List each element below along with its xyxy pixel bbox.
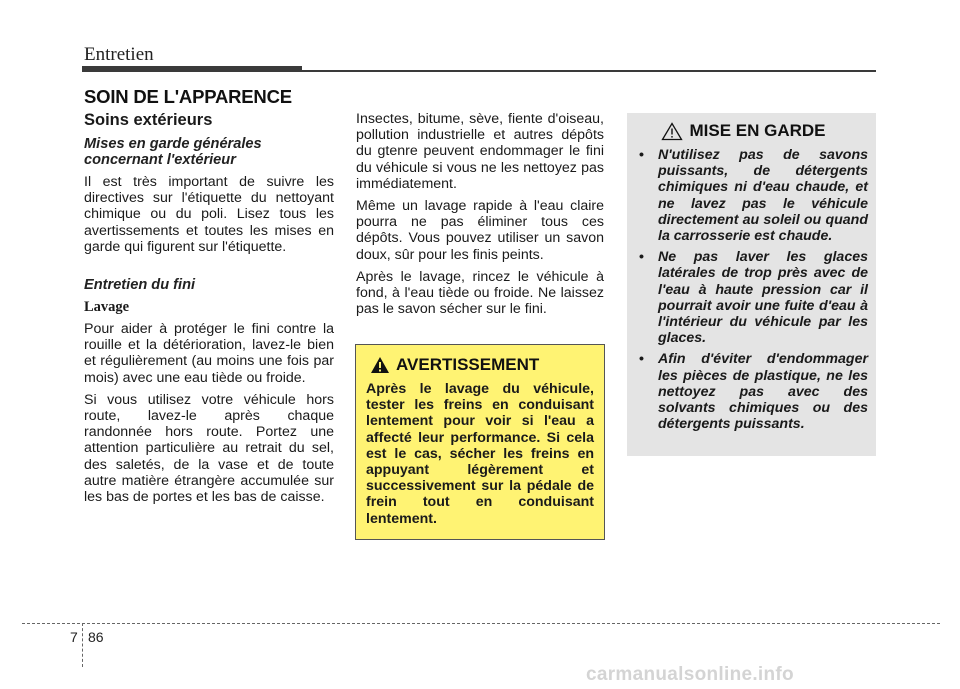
caution-list <box>637 147 868 432</box>
topic-heading-washing: Lavage <box>84 299 130 316</box>
topic-heading-finish-care: Entretien du fini <box>84 277 196 294</box>
footer-divider <box>82 623 83 667</box>
caution-item-text: Afin d'éviter d'endommager les pièces de plastique, ne les nettoyez pas avec des solvants chimiques ou des détergents puissants. <box>658 351 868 433</box>
caution-header <box>637 121 850 141</box>
caution-box <box>627 113 876 456</box>
caution-triangle-icon <box>661 122 683 141</box>
paragraph-washing: Pour aider à protéger le fini contre la rouille et la détérioration, lavez-le bien et régulièrement (au moins une fois par mois) avec une eau tiède ou froide. <box>84 321 334 386</box>
watermark: carmanualsonline.info <box>586 664 794 685</box>
warning-text: Après le lavage du véhicule, tester les freins en conduisant lentement pour voir si l'eau a affecté leur performance. Si cela est le cas, sécher les freins en appuyant légèrement et successivement sur la pédale de frein tout en conduisant lentement. <box>366 381 594 527</box>
caution-item-text: N'utilisez pas de savons puissants, de détergents chimiques ni d'eau chaude, et ne lavez pas le véhicule directement au soleil ou quand la carrosserie est chaude. <box>658 147 868 245</box>
paragraph-labels: Il est très important de suivre les directives sur l'étiquette du nettoyant chimique ou du poli. Lisez tous les avertissements et toutes les mises en garde qui figurent sur l'étiquette. <box>84 174 334 255</box>
paragraph-quick-wash: Même un lavage rapide à l'eau claire pourra ne pas éliminer tous ces dépôts. Vous pouvez utiliser un savon doux, sûr pour les finis peints. <box>356 198 604 263</box>
warning-triangle-icon <box>370 356 390 374</box>
page-number: 86 <box>88 629 104 645</box>
caution-item <box>637 147 868 244</box>
paragraph-offroad: Si vous utilisez votre véhicule hors route, lavez-le après chaque randonnée hors route. Portez une attention particulière au retrait du sel, des saletés, de la vase et de toute autre matière étrangère accumulée sur les bas de portes et les bas de caisse. <box>84 391 334 506</box>
header-rule-thin <box>302 70 876 72</box>
left-column <box>84 111 334 511</box>
footer-rule <box>22 623 940 624</box>
page-chapter-number: 7 <box>70 629 78 645</box>
caution-title: MISE EN GARDE <box>689 121 826 140</box>
bullet-marker: • <box>639 351 644 368</box>
section-title: SOIN DE L'APPARENCE <box>84 86 292 107</box>
caution-item-text: Ne pas laver les glaces latérales de trop près avec de l'eau à haute pression car il pourrait avoir une fuite d'eau à l'intérieur du véhicule par les glaces. <box>658 249 868 347</box>
middle-column <box>356 111 604 323</box>
caution-item <box>637 351 868 432</box>
caution-item <box>637 249 868 346</box>
chapter-title: Entretien <box>84 44 154 65</box>
topic-heading-general-warnings: Mises en garde générales concernant l'extérieur <box>84 136 262 168</box>
subsection-heading: Soins extérieurs <box>84 111 213 129</box>
warning-header <box>366 355 594 375</box>
warning-title: AVERTISSEMENT <box>396 355 540 374</box>
warning-box <box>355 344 605 540</box>
bullet-marker: • <box>639 147 644 163</box>
bullet-marker: • <box>639 249 644 266</box>
paragraph-rinse: Après le lavage, rincez le véhicule à fond, à l'eau tiède ou froide. Ne laissez pas le savon sécher sur le fini. <box>356 268 604 318</box>
header-rule-thick <box>82 66 302 72</box>
paragraph-deposits: Insectes, bitume, sève, fiente d'oiseau, pollution industrielle et autres dépôts du gtenre peuvent endommager le fini du véhicule si vous ne les nettoyez pas immédiatement. <box>356 111 604 192</box>
